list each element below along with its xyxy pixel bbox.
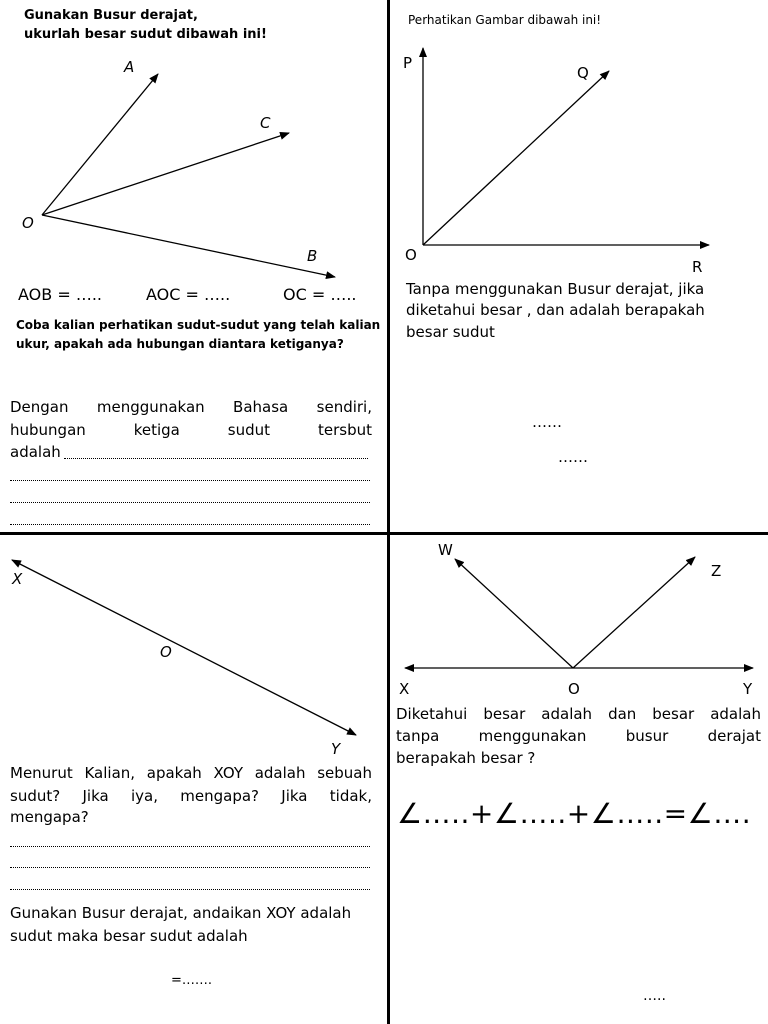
q1-label-o: O: [22, 214, 34, 232]
answer-dotline: [10, 502, 370, 503]
answer-oc: OC = …..: [283, 285, 357, 304]
q2-angle-diagram: [390, 0, 768, 300]
q1-label-a: A: [124, 58, 135, 76]
q1-instruction-line1: Gunakan Busur derajat,: [24, 8, 198, 23]
q2-text-line1: Tanpa menggunakan Busur derajat, jika: [406, 280, 705, 298]
q2-label-r: R: [692, 258, 703, 276]
q2-text-line3: besar sudut: [406, 323, 495, 341]
ray-ow: [455, 559, 573, 668]
q3-answer: =…….: [171, 973, 213, 988]
q4-label-y: Y: [743, 680, 753, 698]
q2-label-o: O: [405, 246, 417, 264]
q3-measure-line2: sudut maka besar sudut adalah: [10, 927, 248, 945]
q1-relation-line3: adalah: [10, 443, 61, 461]
ray-oq: [423, 71, 609, 245]
answer-aoc: AOC = …..: [146, 285, 231, 304]
q4-text-line1: Diketahui besar adalah dan besar adalah: [396, 705, 761, 723]
q1-relation-line1: Dengan menggunakan Bahasa sendiri,: [10, 398, 372, 416]
line-xy: [12, 560, 356, 735]
q1-instruction-line2: ukurlah besar sudut dibawah ini!: [24, 27, 267, 42]
q4-text-line3: berapakah besar ?: [396, 749, 536, 767]
q1-label-c: C: [260, 114, 271, 132]
q3-line-diagram: [0, 535, 387, 765]
q4-label-o: O: [568, 680, 580, 698]
ray-oz: [573, 557, 695, 668]
q3-question-line2: sudut? Jika iya, mengapa? Jika tidak,: [10, 787, 372, 805]
q3-label-x: X: [12, 570, 23, 588]
q4-label-z: Z: [711, 562, 722, 580]
answer-dotline: [64, 458, 368, 459]
angle-sum-equation: ∠…..+∠…..+∠…..=∠….: [397, 797, 752, 830]
ray-oa: [42, 74, 158, 215]
answer-dotline: [10, 889, 370, 890]
q1-question-line1: Coba kalian perhatikan sudut-sudut yang telah kalian: [16, 318, 381, 332]
q4-text-line2: tanpa menggunakan busur derajat: [396, 727, 761, 745]
q2-label-q: Q: [577, 64, 589, 82]
q4-blank: …..: [643, 988, 666, 1004]
answer-dotline: [10, 867, 370, 868]
q2-instruction: Perhatikan Gambar dibawah ini!: [408, 13, 602, 27]
q1-question-line2: ukur, apakah ada hubungan diantara ketiganya?: [16, 337, 344, 351]
q1-label-b: B: [307, 247, 318, 265]
answer-aob: AOB = …..: [18, 285, 102, 304]
q3-question-line3: mengapa?: [10, 808, 89, 826]
answer-dotline: [10, 524, 370, 525]
q2-blank-1: ……: [532, 413, 562, 431]
q2-label-p: P: [403, 54, 413, 72]
q3-label-o: O: [160, 643, 172, 661]
q3-label-y: Y: [331, 740, 341, 758]
q3-measure-line1: Gunakan Busur derajat, andaikan XOY adalah: [10, 904, 352, 922]
q1-relation-line2: hubungan ketiga sudut tersbut: [10, 421, 372, 439]
q4-label-x: X: [399, 680, 410, 698]
q1-angle-diagram: [0, 0, 387, 300]
q2-blank-2: ……: [558, 448, 588, 466]
q3-question-line1: Menurut Kalian, apakah XOY adalah sebuah: [10, 764, 372, 782]
ray-ob: [42, 215, 335, 277]
q2-text-line2: diketahui besar , dan adalah berapakah: [406, 301, 705, 319]
answer-dotline: [10, 480, 370, 481]
answer-dotline: [10, 846, 370, 847]
ray-oc: [42, 133, 289, 215]
q4-label-w: W: [438, 541, 453, 559]
